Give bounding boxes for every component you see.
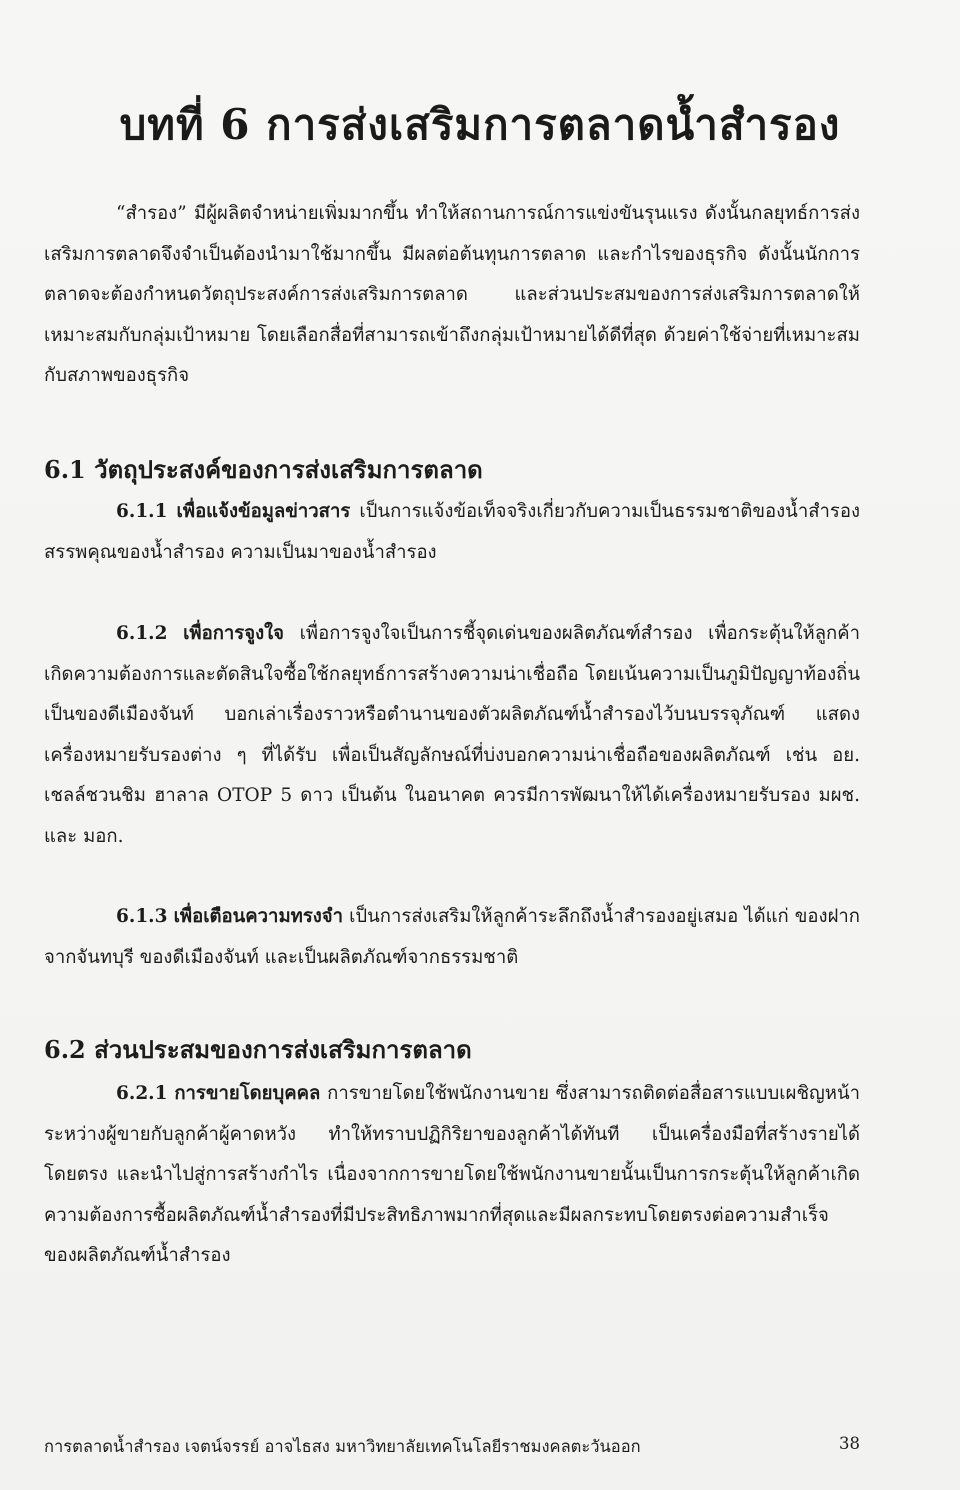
subsection-6-1-1-number: 6.1.1 (116, 501, 168, 522)
subsection-6-1-2-body: เพื่อการจูงใจเป็นการชี้จุดเด่นของผลิตภัณฑ์สำรอง เพื่อกระตุ้นให้ลูกค้าเกิดความต้องการและตัดสินใจซื้อใช้กลยุทธ์การสร้างความน่าเชื่อถือ โดยเน้นความเป็นภูมิปัญญาท้องถิ่นเป็นของดีเมืองจันท์ บอกเล่าเรื่องราวหรือตำนานของตัวผลิตภัณฑ์น้ำสำรองไว้บนบรรจุภัณฑ์ แสดงเครื่องหมายรับรองต่าง ๆ ที่ได้รับ เพื่อเป็นสัญลักษณ์ที่บ่งบอกความน่าเชื่อถือของผลิตภัณฑ์ เช่น อย. เชลล์ชวนชิม ฮาลาล OTOP 5 ดาว เป็นต้น ในอนาคต ควรมีการพัฒนาให้ได้เครื่องหมายรับรอง มผช. และ มอก. (44, 623, 861, 847)
subsection-6-1-2-number: 6.1.2 (116, 623, 168, 644)
subsection-6-1-2-heading: เพื่อการจูงใจ (183, 623, 284, 644)
subsection-6-1-1-heading: เพื่อแจ้งข้อมูลข่าวสาร (176, 501, 351, 522)
section-heading-6-1: 6.1 วัตถุประสงค์ของการส่งเสริมการตลาด (44, 455, 483, 484)
subsection-6-2-1-heading: การขายโดยบุคคล (174, 1083, 321, 1104)
intro-paragraph: “สำรอง” มีผู้ผลิตจำหน่ายเพิ่มมากขึ้น ทำให้สถานการณ์การแข่งขันรุนแรง ดังนั้นกลยุทธ์การส่งเสริมการตลาดจึงจำเป็นต้องนำมาใช้มากขึ้น มีผลต่อต้นทุนการตลาด และกำไรของธุรกิจ ดังนั้นนักการตลาดจะต้องกำหนดวัตถุประสงค์การส่งเสริมการตลาด และส่วนประสมของการส่งเสริมการตลาดให้เหมาะสมกับกลุ่มเป้าหมาย โดยเลือกสื่อที่สามารถเข้าถึงกลุ่มเป้าหมายได้ดีที่สุด ด้วยค่าใช้จ่ายที่เหมาะสมกับสภาพของธุรกิจ (44, 203, 860, 386)
chapter-title: บทที่ 6 การส่งเสริมการตลาดน้ำสำรอง (119, 100, 841, 149)
subsection-6-1-3-body: เป็นการส่งเสริมให้ลูกค้าระลึกถึงน้ำสำรองอยู่เสมอ ได้แก่ ของฝากจากจันทบุรี ของดีเมืองจันท์ และเป็นผลิตภัณฑ์จากธรรมชาติ (44, 906, 861, 968)
subsection-6-2-1-body: การขายโดยใช้พนักงานขาย ซึ่งสามารถติดต่อสื่อสารแบบเผชิญหน้าระหว่างผู้ขายกับลูกค้าผู้คาดหวัง ทำให้ทราบปฏิกิริยาของลูกค้าได้ทันที เป็นเครื่องมือที่สร้างรายได้โดยตรง และนำไปสู่การสร้างกำไร เนื่องจากการขายโดยใช้พนักงานขายนั้นเป็นการกระตุ้นให้ลูกค้าเกิดความต้องการซื้อผลิตภัณฑ์น้ำสำรองที่มีประสิทธิภาพมากที่สุดและมีผลกระทบโดยตรงต่อความสำเร็จของผลิตภัณฑ์น้ำสำรอง (44, 1083, 861, 1266)
subsection-6-1-1-body: เป็นการแจ้งข้อเท็จจริงเกี่ยวกับความเป็นธรรมชาติของน้ำสำรอง สรรพคุณของน้ำสำรอง ความเป็นมาของน้ำสำรอง (44, 501, 860, 563)
subsection-6-2-1-number: 6.2.1 (116, 1083, 168, 1104)
section-heading-6-2: 6.2 ส่วนประสมของการส่งเสริมการตลาด (44, 1035, 472, 1064)
subsection-6-2-1 (44, 1074, 860, 1277)
page-footer (44, 1434, 860, 1460)
subsection-6-1-3-number: 6.1.3 (116, 906, 168, 927)
subsection-6-1-2 (44, 614, 860, 857)
page-number: 38 (839, 1434, 860, 1453)
subsection-6-1-3 (44, 897, 860, 978)
subsection-6-1-1 (44, 492, 860, 573)
subsection-6-1-3-heading: เพื่อเตือนความทรงจำ (173, 906, 344, 927)
footer-text: การตลาดน้ำสำรอง เจตน์จรรย์ อาจไธสง มหาวิทยาลัยเทคโนโลยีราชมงคลตะวันออก (44, 1437, 641, 1456)
